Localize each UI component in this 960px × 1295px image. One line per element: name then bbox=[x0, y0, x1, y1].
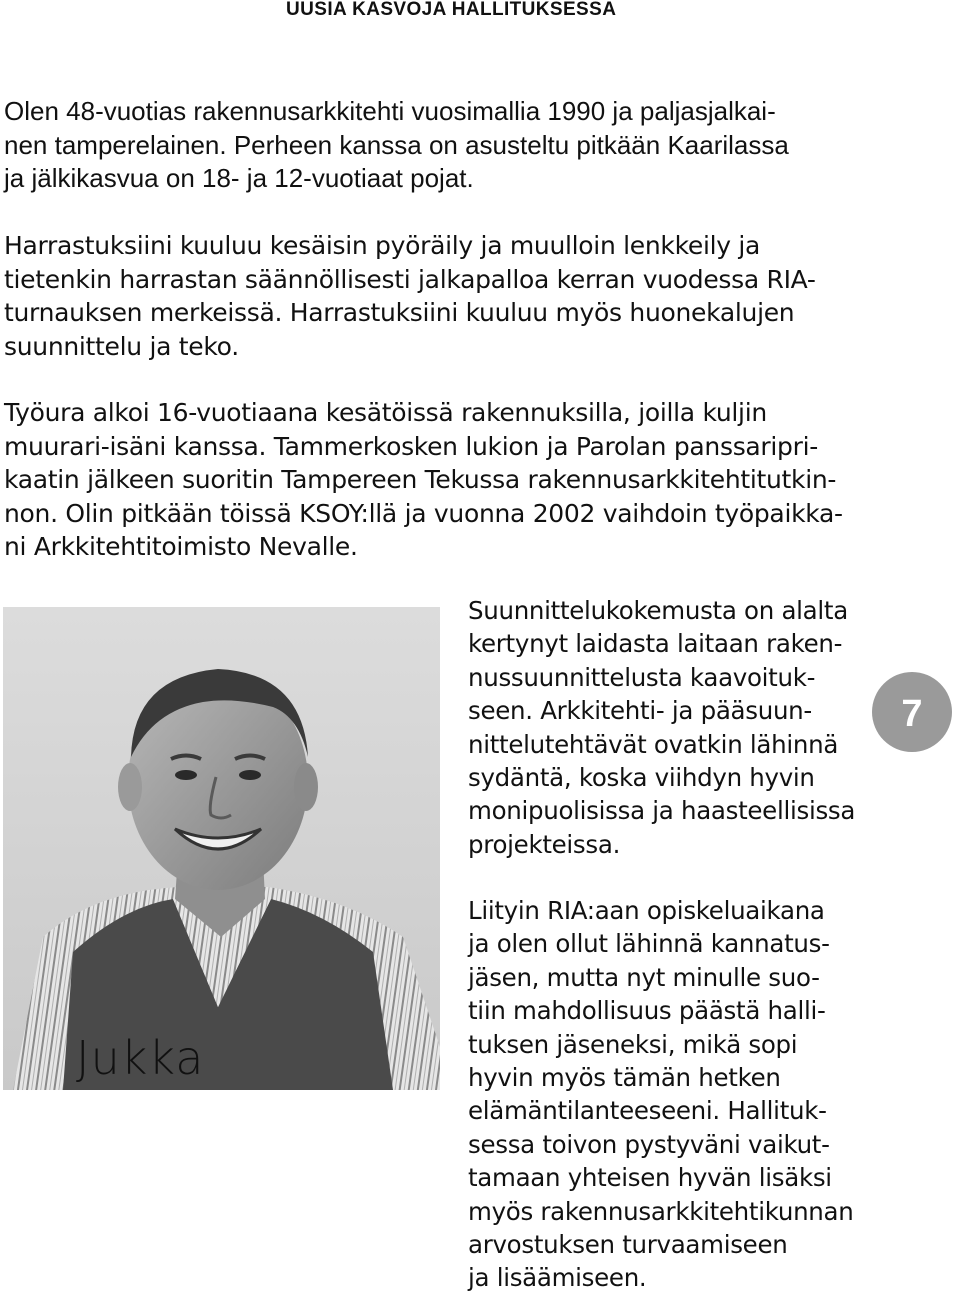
career-line: non. Olin pitkään töissä KSOY:llä ja vuonna 2002 vaihdoin työpaikka- bbox=[4, 498, 843, 528]
experience-line: projekteissa. bbox=[468, 829, 621, 859]
hobbies-paragraph bbox=[4, 229, 934, 363]
career-line: Työura alkoi 16-vuotiaana kesätöissä rakennuksilla, joilla kuljin bbox=[4, 398, 767, 427]
section-header: UUSIA KASVOJA HALLITUKSESSA bbox=[286, 0, 617, 20]
joining-line: arvostuksen turvaamiseen bbox=[468, 1230, 788, 1260]
photo-caption-name: Jukka bbox=[76, 1031, 205, 1085]
career-paragraph bbox=[4, 396, 934, 564]
joining-line: sessa toivon pystyväni vaikut- bbox=[468, 1129, 830, 1159]
joining-line: tiin mahdollisuus päästä halli- bbox=[468, 996, 826, 1026]
experience-line: nussuunnittelusta kaavoituk- bbox=[468, 662, 816, 692]
joining-line: ja lisäämiseen. bbox=[468, 1263, 647, 1293]
career-line: muurari-isäni kanssa. Tammerkosken lukion ja Parolan panssaripri- bbox=[4, 431, 818, 461]
career-line: ni Arkkitehtitoimisto Nevalle. bbox=[4, 532, 358, 561]
hobbies-line: Harrastuksiini kuuluu kesäisin pyöräily ja muulloin lenkkeily ja bbox=[4, 231, 761, 260]
career-line: kaatin jälkeen suoritin Tampereen Tekussa rakennusarkkitehtitutkin- bbox=[4, 465, 837, 494]
experience-line: seen. Arkkitehti- ja pääsuun- bbox=[468, 696, 812, 726]
joining-line: elämäntilanteeseeni. Hallituk- bbox=[468, 1096, 827, 1126]
experience-line: monipuolisissa ja haasteellisissa bbox=[468, 796, 856, 826]
joining-line: tuksen jäseneksi, mikä sopi bbox=[468, 1029, 798, 1059]
intro-line: Olen 48-vuotias rakennusarkkitehti vuosimallia 1990 ja paljasjalkai- bbox=[4, 96, 776, 126]
joining-line: ja olen ollut lähinnä kannatus- bbox=[468, 929, 830, 959]
experience-line: sydäntä, koska viihdyn hyvin bbox=[468, 763, 815, 793]
joining-line: myös rakennusarkkitehtikunnan bbox=[468, 1196, 854, 1226]
intro-line: ja jälkikasvua on 18- ja 12-vuotiaat pojat. bbox=[4, 163, 474, 193]
hobbies-line: tietenkin harrastan säännöllisesti jalkapalloa kerran vuodessa RIA- bbox=[4, 264, 816, 294]
experience-line: Suunnittelukokemusta on alalta bbox=[468, 596, 848, 625]
joining-line: Liityin RIA:aan opiskeluaikana bbox=[468, 896, 825, 925]
hobbies-line: suunnittelu ja teko. bbox=[4, 331, 239, 361]
portrait-photo bbox=[3, 607, 440, 1090]
intro-paragraph bbox=[4, 95, 934, 196]
page-number: 7 bbox=[901, 693, 923, 735]
joining-line: hyvin myös tämän hetken bbox=[468, 1063, 781, 1093]
intro-line: nen tamperelainen. Perheen kanssa on asusteltu pitkään Kaarilassa bbox=[4, 129, 789, 160]
joining-paragraph bbox=[468, 894, 928, 1295]
joining-line: tamaan yhteisen hyvän lisäksi bbox=[468, 1163, 832, 1193]
portrait-illustration bbox=[3, 607, 440, 1090]
experience-paragraph bbox=[468, 594, 928, 861]
experience-line: kertynyt laidasta laitaan raken- bbox=[468, 629, 843, 659]
experience-line: nittelutehtävät ovatkin lähinnä bbox=[468, 729, 839, 759]
joining-line: jäsen, mutta nyt minulle suo- bbox=[468, 962, 820, 992]
hobbies-line: turnauksen merkeissä. Harrastuksiini kuuluu myös huonekalujen bbox=[4, 298, 795, 327]
page-number-badge bbox=[869, 669, 955, 755]
